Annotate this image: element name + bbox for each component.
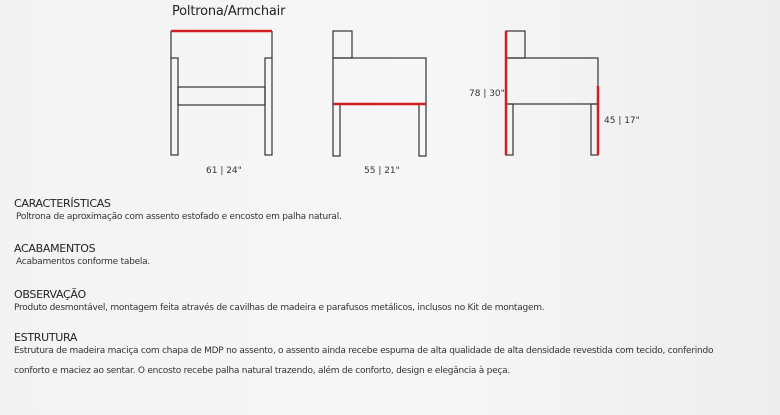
section-observacao xyxy=(14,288,544,319)
product-title: Poltrona/Armchair xyxy=(172,4,286,19)
section-text: Acabamentos conforme tabela. xyxy=(16,257,150,267)
height-label: 78 | 30" xyxy=(469,89,505,99)
section-estrutura xyxy=(14,331,713,382)
section-acabamentos xyxy=(14,242,150,273)
section-heading: CARACTERÍSTICAS xyxy=(14,197,111,210)
section-text: Produto desmontável, montagem feita através de cavilhas de madeira e parafusos metálicos, inclusos no Kit de montagem. xyxy=(14,303,545,313)
section-text: Poltrona de aproximação com assento estofado e encosto em palha natural. xyxy=(16,212,342,222)
section-text-line-1: Estrutura de madeira maciça com chapa de MDP no assento, o assento ainda recebe espuma de alta qualidade de alta densidade revestida com tecido, conferindo xyxy=(14,346,714,356)
armchair-technical-drawings xyxy=(0,0,780,180)
section-text-line-2: conforto e maciez ao sentar. O encosto recebe palha natural trazendo, além de conforto, design e elegância à peça. xyxy=(14,366,510,376)
section-heading: ACABAMENTOS xyxy=(14,242,96,255)
front-view-drawing xyxy=(171,31,272,155)
width-label: 61 | 24" xyxy=(206,166,242,176)
depth-label: 55 | 21" xyxy=(364,166,400,176)
side-view-drawing xyxy=(333,31,426,156)
section-heading: ESTRUTURA xyxy=(14,331,78,344)
section-caracteristicas xyxy=(14,197,342,228)
height-view-drawing xyxy=(506,31,598,155)
seat-height-label: 45 | 17" xyxy=(604,116,640,126)
section-heading: OBSERVAÇÃO xyxy=(14,288,86,301)
